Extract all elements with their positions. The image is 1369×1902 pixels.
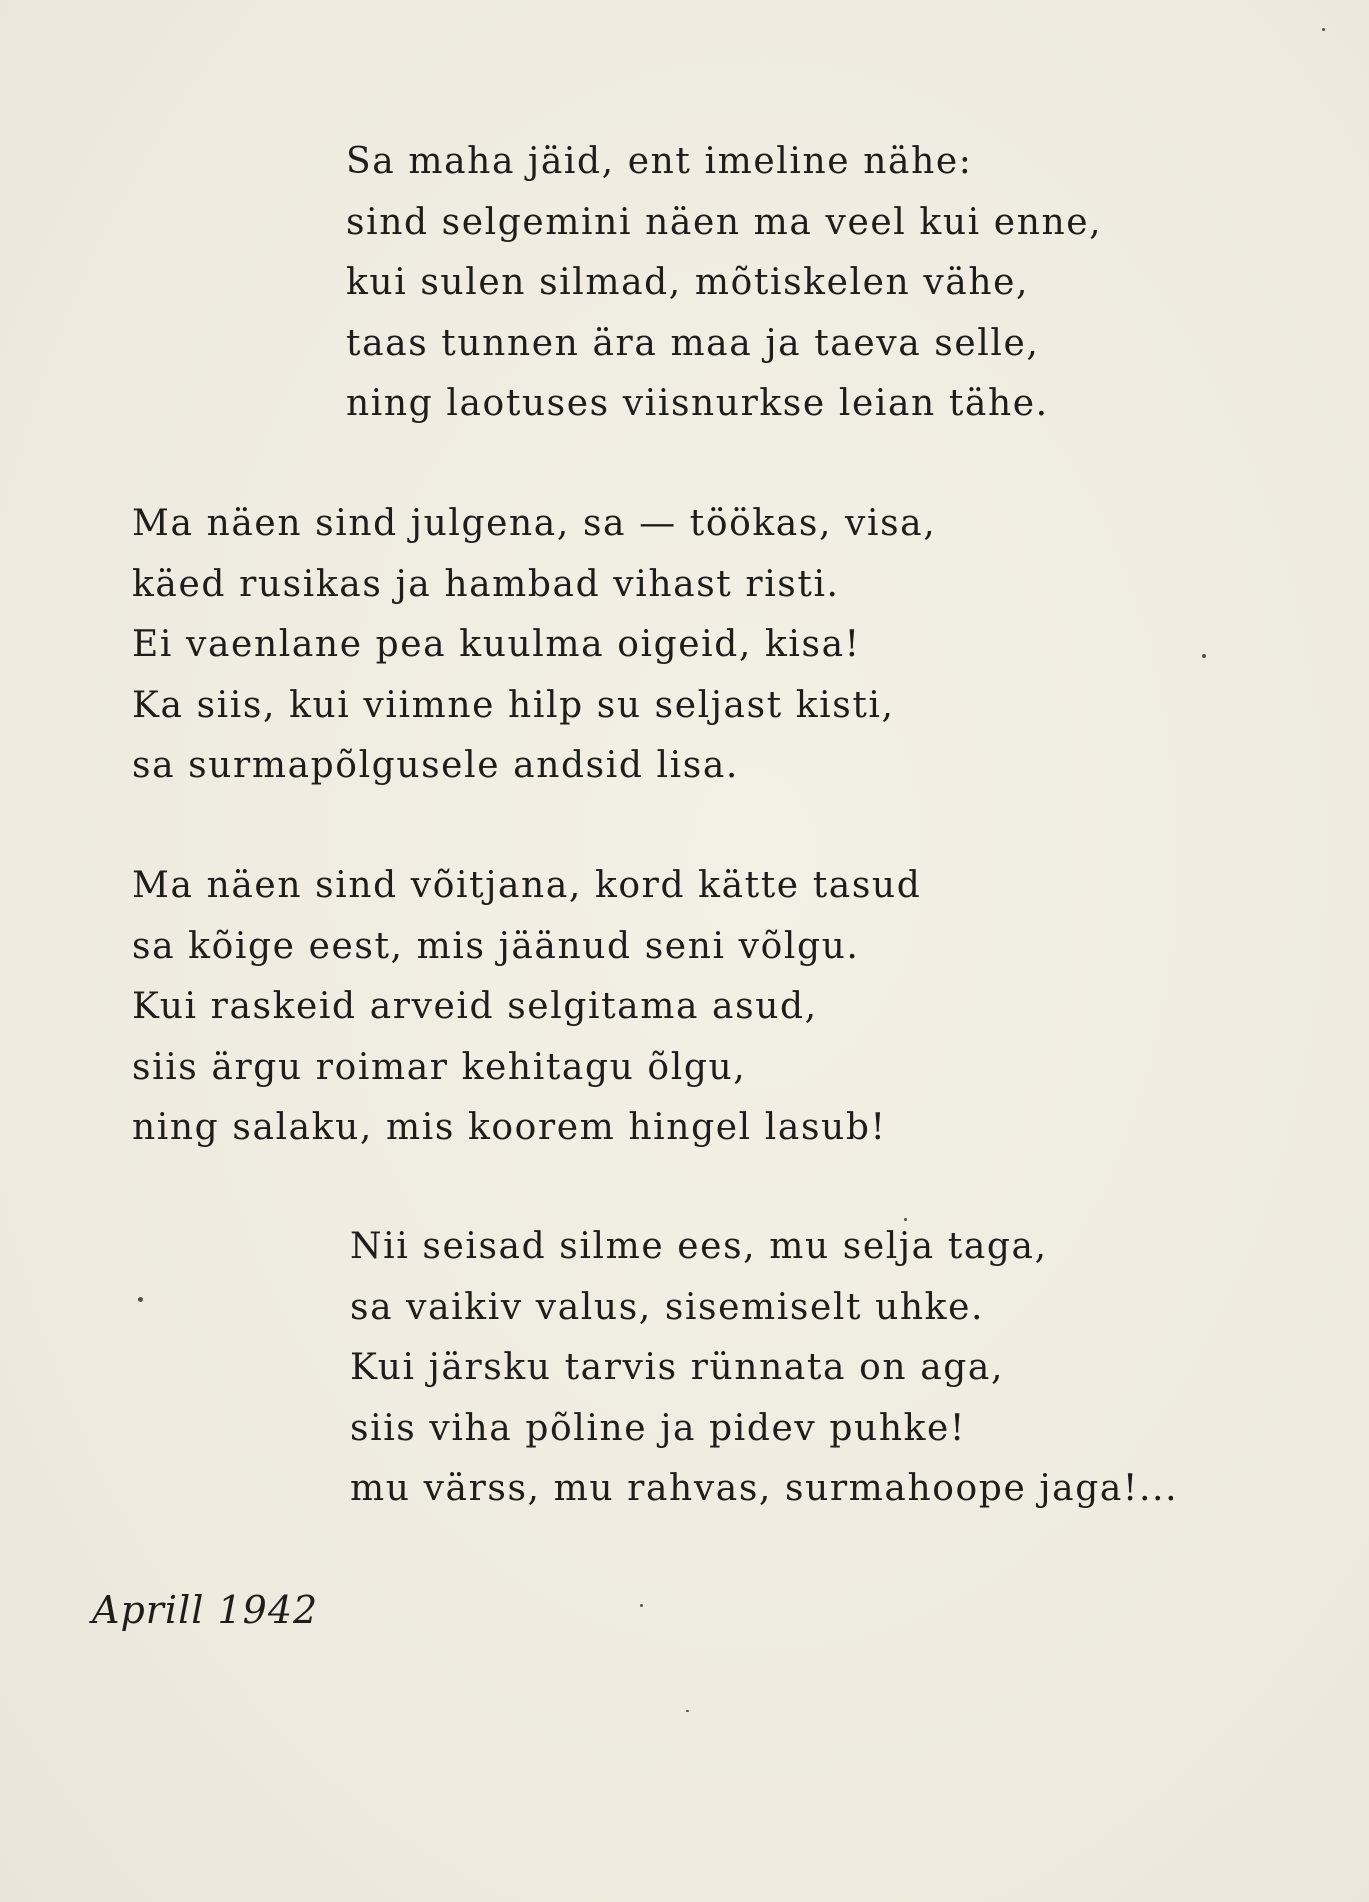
poem-line: käed rusikas ja hambad vihast risti. <box>132 563 840 605</box>
poem-line: Ma näen sind julgena, sa — töökas, visa, <box>132 503 937 544</box>
paper-speck <box>138 1297 143 1302</box>
stanza-4 <box>350 1217 1178 1520</box>
paper-speck <box>686 1710 689 1712</box>
poem-line: Kui järsku tarvis rünnata on aga, <box>350 1347 1005 1388</box>
paper-speck <box>904 1218 907 1221</box>
stanza-1 <box>346 132 1102 435</box>
poem-line: taas tunnen ära maa ja taeva selle, <box>346 322 1040 364</box>
paper-speck <box>640 1604 643 1607</box>
poem-line: Nii seisad silme ees, mu selja taga, <box>350 1226 1048 1267</box>
poem-line: Ka siis, kui viimne hilp su seljast kisti, <box>132 684 895 726</box>
poem-line: kui sulen silmad, mõtiskelen vähe, <box>346 262 1030 303</box>
paper-speck <box>1202 654 1206 658</box>
poem-line: Kui raskeid arveid selgitama asud, <box>132 986 818 1027</box>
poem-line: sind selgemini näen ma veel kui enne, <box>346 201 1103 243</box>
poem-line: siis ärgu roimar kehitagu õlgu, <box>132 1046 747 1088</box>
paper-speck <box>1322 28 1325 31</box>
poem-date: Aprill 1942 <box>92 1588 319 1632</box>
poem-line: ning laotuses viisnurkse leian tähe. <box>346 383 1049 424</box>
poem-line: mu värss, mu rahvas, surmahoope jaga!... <box>350 1468 1179 1509</box>
poem-line: Ei vaenlane pea kuulma oigeid, kisa! <box>132 624 861 665</box>
stanza-3 <box>132 856 921 1159</box>
poem-line: sa kõige eest, mis jäänud seni võlgu. <box>132 925 860 967</box>
poem-line: Sa maha jäid, ent imeline nähe: <box>346 141 973 182</box>
poem-line: ning salaku, mis koorem hingel lasub! <box>132 1107 887 1148</box>
poem-line: sa surmapõlgusele andsid lisa. <box>132 745 739 786</box>
poem-line: sa vaikiv valus, sisemiselt uhke. <box>350 1286 985 1328</box>
stanza-2 <box>132 494 936 797</box>
poem-line: siis viha põline ja pidev puhke! <box>350 1407 967 1449</box>
poem-line: Ma näen sind võitjana, kord kätte tasud <box>132 865 922 906</box>
